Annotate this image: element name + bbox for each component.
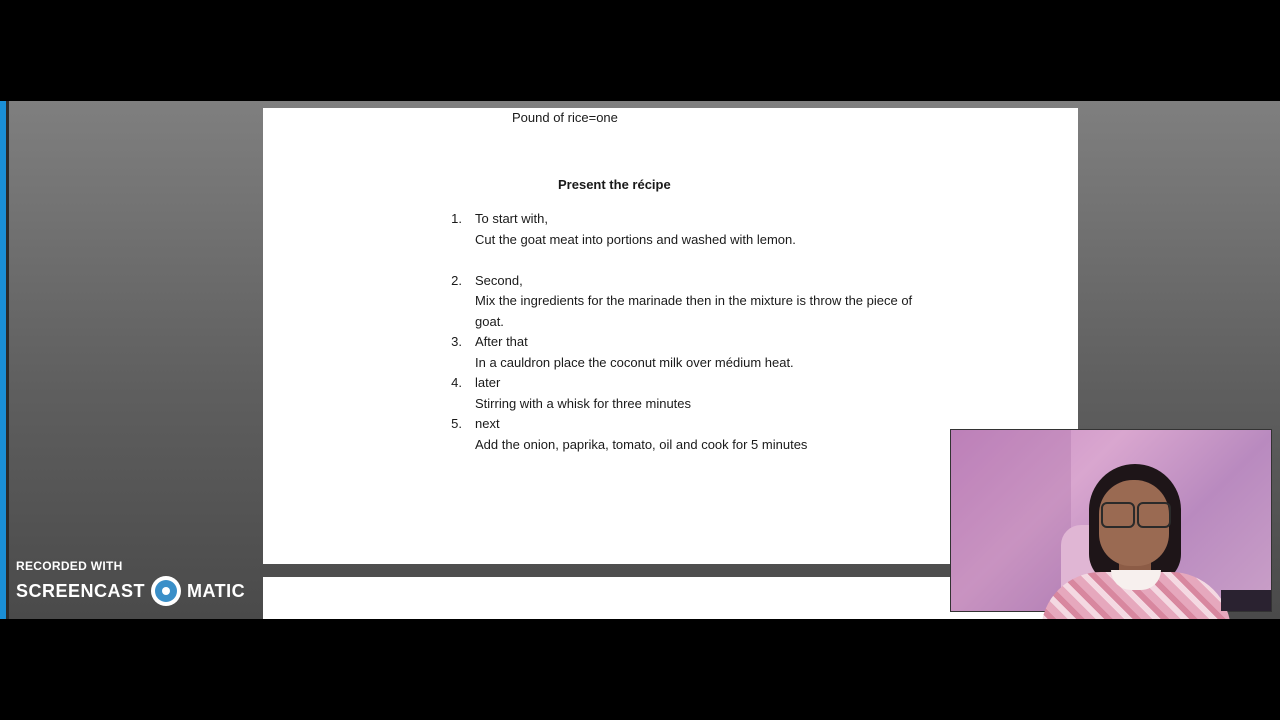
step-number: 2. bbox=[451, 273, 462, 288]
step-text: Cut the goat meat into portions and washed with lemon. bbox=[475, 232, 796, 247]
step-number: 4. bbox=[451, 375, 462, 390]
letterbox-bottom bbox=[0, 619, 1280, 720]
step-text: Add the onion, paprika, tomato, oil and cook for 5 minutes bbox=[475, 437, 808, 452]
step-text: In a cauldron place the coconut milk over médium heat. bbox=[475, 355, 794, 370]
watermark-brand-left: SCREENCAST bbox=[16, 580, 146, 601]
watermark-brand-right: MATIC bbox=[187, 580, 246, 601]
step-number: 1. bbox=[451, 211, 462, 226]
webcam-overlay bbox=[950, 429, 1272, 612]
step-text: goat. bbox=[475, 314, 504, 329]
step-number: 5. bbox=[451, 416, 462, 431]
left-dark-edge bbox=[6, 101, 9, 619]
glasses-icon bbox=[1101, 502, 1135, 528]
screencast-o-matic-logo-icon bbox=[151, 576, 181, 606]
letterbox-top bbox=[0, 0, 1280, 101]
step-title: To start with, bbox=[475, 211, 548, 226]
screencast-watermark bbox=[16, 559, 245, 606]
step-title: later bbox=[475, 375, 501, 390]
step-title: After that bbox=[475, 334, 528, 349]
step-text: Stirring with a whisk for three minutes bbox=[475, 396, 692, 411]
step-title: Second, bbox=[475, 273, 523, 288]
watermark-recorded-with: RECORDED WITH bbox=[16, 559, 123, 573]
document-viewer bbox=[0, 101, 1280, 619]
step-text: Mix the ingredients for the marinade then in the mixture is throw the piece of bbox=[475, 293, 913, 308]
step-title: next bbox=[475, 416, 500, 431]
recipe-heading: Present the récipe bbox=[558, 177, 671, 192]
step-number: 3. bbox=[451, 334, 462, 349]
ingredient-line: Pound of rice=one bbox=[512, 110, 618, 125]
